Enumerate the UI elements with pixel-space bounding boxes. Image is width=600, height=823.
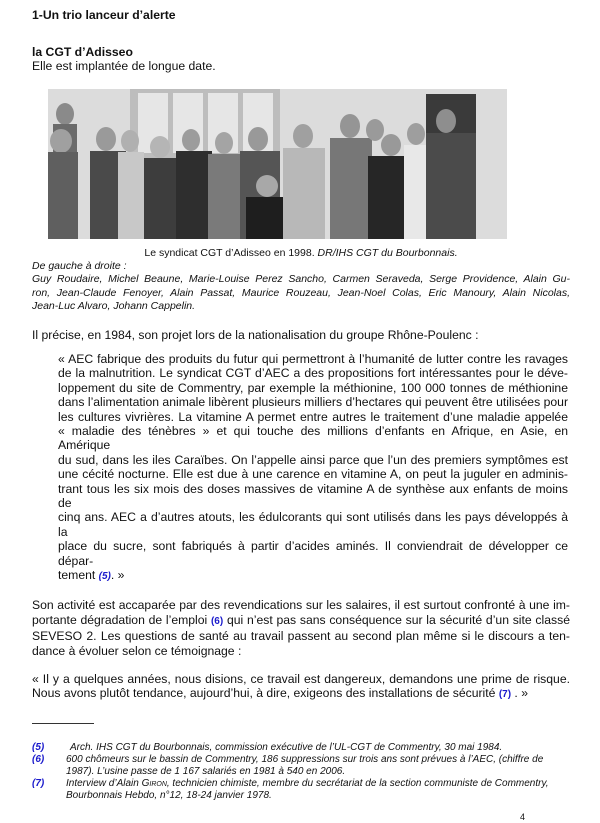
footnote-ref-6[interactable]: (6) <box>210 615 224 627</box>
quote-line: dans l’alimentation animale libèrent plusieurs milliers d’hectares qui peuvent être utilisées pour <box>58 395 568 410</box>
footnote-text: Arch. IHS CGT du Bourbonnais, commission exécutive de l’UL-CGT de Commentry, 30 mai 1984. <box>70 741 503 753</box>
quote-line: une cécité nocturne. Elle est due à une carence en vitamine A, on peut la juguler en adminis- <box>58 467 568 482</box>
quote-line: « AEC fabrique des produits du futur qui permettront à l’humanité de lutter contre les ravages <box>58 351 568 366</box>
paragraph-line: dance à évoluer selon ce témoignage : <box>32 643 242 658</box>
quote-line: du sud, dans les iles Caraïbes. On l’appelle ainsi parce que l’un des premiers symptômes est <box>58 452 568 467</box>
quote-line: « Il y a quelques années, nous disions, ce travail est dangereux, demandons une prime de risque. <box>32 672 570 687</box>
paragraph-activity <box>32 598 570 658</box>
footnote-text <box>66 778 562 802</box>
caption-main: Le syndicat CGT d’Adisseo en 1998. <box>144 247 318 259</box>
paragraph-text: portante dégradation de l’emploi <box>32 612 211 627</box>
page-number: 4 <box>520 812 526 822</box>
footnote-number: (6) <box>32 753 45 765</box>
footnote-7 <box>32 778 562 802</box>
paragraph-line: SEVESO 2. Les questions de santé au travail passent au second plan même si le discours a ten- <box>32 629 570 644</box>
names-line: Jean-Luc Alvaro, Johann Cappelin. <box>32 300 196 312</box>
photo-caption <box>32 247 570 260</box>
quote-text: . » <box>511 686 528 701</box>
quote-text: Nous avons plutôt tendance, aujourd’hui, à dire, exigeons des installations de sécurité <box>32 686 499 701</box>
footnote-number: (7) <box>32 777 45 789</box>
paragraph-line <box>32 613 570 629</box>
footnote-text: 600 chômeurs sur le bassin de Commentry, 186 suppressions sur trois ans sont prévues à l’AEC, (chiffre de 1987). L’usine passe de 1 167 salariés en 1981 à 540 en 2006. <box>66 753 544 777</box>
paragraph-intro-1984: Il précise, en 1984, son projet lors de la nationalisation du groupe Rhône-Poulenc : <box>32 327 479 342</box>
caption-credit: DR/IHS CGT du Bourbonnais. <box>317 247 458 259</box>
author-name: Giron <box>141 777 167 789</box>
footnote-text-part: Interview d’Alain <box>66 777 142 789</box>
paragraph-line: Son activité est accaparée par des revendications sur les salaires, il est surtout confronté à une im- <box>32 598 570 613</box>
names-line: ron, Jean-Claude Fenoyer, Alain Passat, Maurice Rouzeau, Jean-Noel Colas, Eric Manoury, Alain Nicolas, <box>32 286 570 299</box>
footnote-5 <box>32 742 562 754</box>
footnote-text-part: , technicien chimiste, membre du secrétariat de la section communiste de Commentry, Bourbonnais Hebdo, n°12, 18-24 janvier 1978. <box>66 777 549 801</box>
footnote-number: (5) <box>32 741 45 753</box>
quote-text: tement <box>58 568 99 582</box>
quote-line: cinq ans. AEC a d’autres atouts, les édulcorants qui sont utilisés dans les pays développés à la <box>58 510 568 539</box>
footnote-ref-5[interactable]: (5) <box>98 571 111 582</box>
paragraph-text: qui n’est pas sans conséquence sur la sécurité d’un site classé <box>223 612 570 627</box>
order-label: De gauche à droite : <box>32 260 127 272</box>
subsection-title: la CGT d’Adisseo <box>32 45 133 59</box>
quote-line: trant tous les six mois des doses massives de vitamine A de synthèse aux enfants de moins de <box>58 481 568 510</box>
names-line: Guy Roudaire, Michel Beaune, Marie-Louise Perez Sancho, Carmen Seraveda, Serge Providence, Alain Gu- <box>32 273 570 285</box>
quote-line <box>58 568 568 584</box>
quote-line <box>32 686 570 702</box>
quote-line: de la malnutrition. Le syndicat CGT d’AEC a des propositions fort intéressantes pour le déve- <box>58 366 568 381</box>
footnote-separator <box>32 723 94 724</box>
quote-line: les cultures vivrières. La vitamine A permet entre autres le traitement d’une maladie appelée <box>58 409 568 424</box>
quote-testimony <box>32 672 570 703</box>
group-photo <box>48 89 507 239</box>
group-photo-illustration <box>48 89 507 239</box>
quote-text: . » <box>110 568 125 582</box>
footnote-ref-7[interactable]: (7) <box>498 689 512 701</box>
quote-line: place du sucre, sont fabriqués à partir d’acides aminés. Il conviendrait de développer ce dépar- <box>58 539 568 568</box>
names-list <box>32 273 570 314</box>
quote-line: loppement du site de Commentry, par exemple la méthionine, 100 000 tonnes de méthionine <box>58 380 568 395</box>
section-title: 1-Un trio lanceur d’alerte <box>32 8 176 22</box>
footnotes <box>32 742 562 802</box>
quote-line: « maladie des ténèbres » et qui touche des millions d’enfants en Afrique, en Asie, en Amérique <box>58 423 568 453</box>
footnote-6 <box>32 754 562 778</box>
intro-text: Elle est implantée de longue date. <box>32 59 216 73</box>
quote-aec <box>58 352 568 585</box>
